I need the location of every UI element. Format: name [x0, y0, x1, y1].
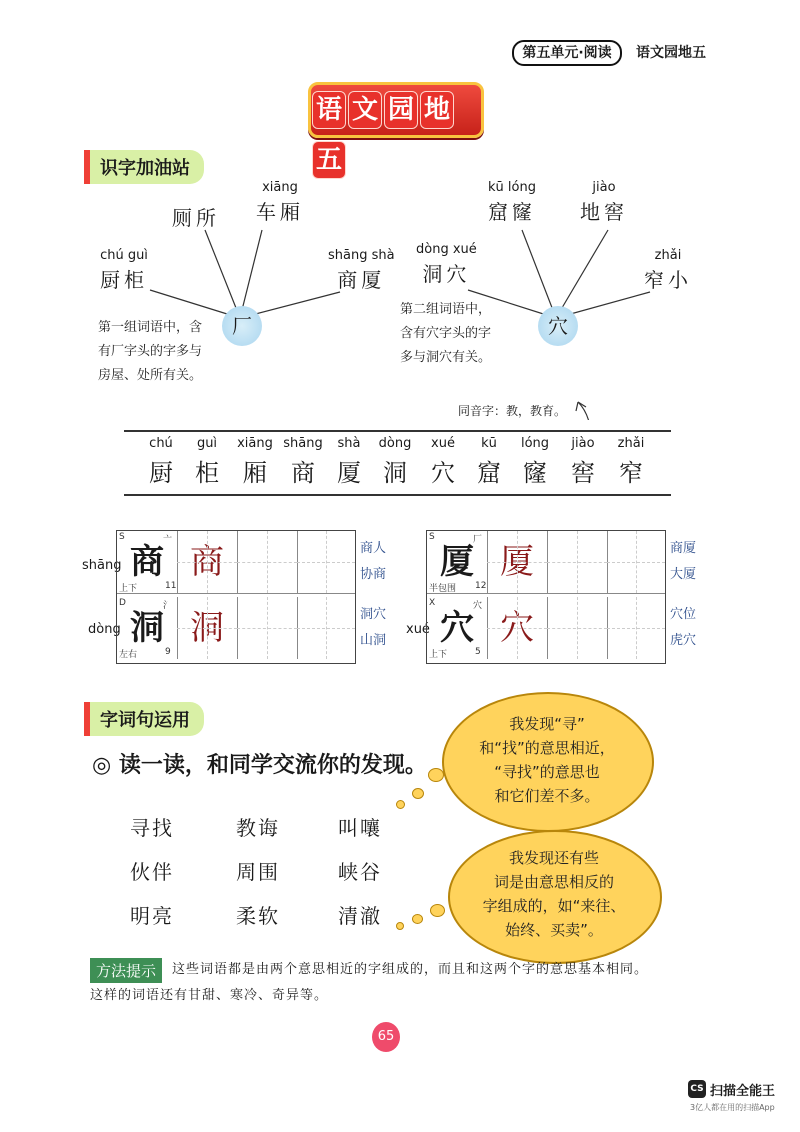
bubble-dot — [412, 788, 424, 799]
section-header: 语文园地五 — [636, 45, 706, 61]
index-letter: S — [119, 532, 125, 542]
grid-pinyin: dòng — [88, 622, 121, 637]
method-tip-text-2: 这样的词语还有甘甜、寒冷、奇异等。 — [90, 988, 329, 1003]
radical: 穴 — [473, 601, 483, 611]
hub-chang: 厂 — [222, 306, 262, 346]
strip-char: jiào 窖 — [571, 436, 595, 487]
word-cell: 柔软 — [236, 904, 280, 928]
model-char: 洞 — [117, 597, 178, 659]
strip-char: guì 柜 — [195, 436, 219, 487]
strip-char: kū 窟 — [477, 436, 501, 487]
word-cell: 清澈 — [338, 904, 382, 928]
exercise-prompt: ◎ 读一读，和同学交流你的发现。 — [92, 753, 427, 778]
character-strip — [124, 430, 671, 496]
writing-grid-right — [426, 530, 666, 664]
blank-cell — [607, 597, 665, 659]
bubble-1-text: 我发现“寻” 和“找”的意思相近， “寻找”的意思也 和它们差不多。 — [479, 715, 615, 805]
word-shangsha: shāng shà 商厦 — [328, 248, 395, 292]
word-chexiang: xiāng 车厢 — [256, 180, 304, 224]
trace-char: 洞 — [177, 597, 238, 659]
bubble-dot — [412, 914, 423, 924]
title-char: 园 — [384, 91, 418, 129]
strip-char: dòng 洞 — [378, 436, 412, 487]
word-cell: 伙伴 — [130, 860, 174, 884]
title-char: 五 — [312, 141, 346, 179]
model-char: 商 — [117, 531, 178, 593]
trace-char: 厦 — [487, 531, 548, 593]
stroke-count: 11 — [165, 581, 177, 591]
word-dongxue: dòng xué 洞穴 — [416, 242, 477, 286]
strip-char: chú 厨 — [149, 436, 173, 487]
method-tip-label: 方法提示 — [90, 958, 162, 983]
blank-cell — [547, 597, 608, 659]
scanner-logo-icon: CS — [688, 1080, 706, 1098]
word-cell: 明亮 — [130, 904, 174, 928]
word-cell: 寻找 — [130, 816, 174, 840]
index-letter: S — [429, 532, 435, 542]
word-chugui: chú guì 厨柜 — [100, 248, 148, 292]
example-words: 穴位 虎穴 — [670, 607, 697, 648]
writing-grid-left — [116, 530, 356, 664]
strip-char: lóng 窿 — [520, 436, 550, 487]
stroke-count: 9 — [165, 647, 171, 657]
blank-cell — [297, 597, 355, 659]
section-label-usage: 字词句运用 — [84, 702, 204, 736]
grid-row — [117, 531, 355, 594]
section-label-literacy: 识字加油站 — [84, 150, 204, 184]
scanner-tagline: 3亿人都在用的扫描App — [690, 1103, 775, 1112]
grid-row — [427, 597, 665, 659]
bubble-dot — [396, 800, 405, 809]
word-dijiao: jiào 地窖 — [580, 180, 628, 224]
unit-chip: 第五单元·阅读 — [512, 40, 622, 66]
bubble-dot — [396, 922, 404, 930]
blank-cell — [237, 597, 298, 659]
example-words: 洞穴 山洞 — [360, 607, 387, 648]
grid-pinyin: shāng — [82, 558, 122, 573]
structure: 半包围 — [429, 584, 457, 594]
structure: 左右 — [119, 650, 138, 660]
word-cell: 叫嚷 — [338, 816, 382, 840]
word-cell: 周围 — [236, 860, 280, 884]
bubble-2-text: 我发现还有些 词是由意思相反的 字组成的，如“来往、 始终、买卖”。 — [482, 849, 626, 939]
radical: 厂 — [473, 535, 483, 545]
stroke-count: 12 — [475, 581, 487, 591]
radical: 氵 — [163, 601, 173, 611]
index-letter: X — [429, 598, 436, 608]
hub-xue: 穴 — [538, 306, 578, 346]
blank-cell — [297, 531, 355, 593]
word-zhaixiao: zhǎi 窄小 — [644, 248, 692, 292]
model-char: 穴 — [427, 597, 488, 659]
grid-row — [117, 597, 355, 659]
group1-note: 第一组词语中，含 有厂字头的字多与 房屋、处所有关。 — [98, 320, 203, 383]
group2-note: 第二组词语中， 含有穴字头的字 多与洞穴有关。 — [400, 302, 492, 365]
stroke-count: 5 — [475, 647, 481, 657]
example-words: 商厦 大厦 — [670, 541, 697, 582]
method-tip-text: 这些词语都是由两个意思相近的字组成的，而且和这两个字的意思基本相同。 — [172, 962, 649, 977]
trace-char: 穴 — [487, 597, 548, 659]
strip-char: shà 厦 — [337, 436, 361, 487]
word-cesuo: 厕所 — [172, 206, 220, 230]
title-char: 文 — [348, 91, 382, 129]
word-cell: 教诲 — [236, 816, 280, 840]
index-letter: D — [119, 598, 126, 608]
blank-cell — [547, 531, 608, 593]
trace-char: 商 — [177, 531, 238, 593]
scanner-app-name: 扫描全能王 — [710, 1084, 776, 1099]
strip-char: xiāng 厢 — [237, 436, 273, 487]
page-number: 65 — [372, 1022, 400, 1052]
blank-cell — [237, 531, 298, 593]
structure: 上下 — [119, 584, 138, 594]
homophone-note: 同音字：教，教育。 — [458, 404, 567, 418]
blank-cell — [607, 531, 665, 593]
example-words: 商人 协商 — [360, 541, 387, 582]
title-char: 语 — [312, 91, 346, 129]
strip-char: shāng 商 — [283, 436, 323, 487]
grid-row — [427, 531, 665, 594]
bubble-dot — [428, 768, 444, 782]
grid-pinyin: xué — [406, 622, 430, 637]
radical: 亠 — [163, 535, 173, 545]
bubble-dot — [430, 904, 445, 917]
word-cell: 峡谷 — [338, 860, 382, 884]
strip-char: xué 穴 — [431, 436, 455, 487]
model-char: 厦 — [427, 531, 488, 593]
title-char: 地 — [420, 91, 454, 129]
strip-char: zhǎi 窄 — [617, 436, 645, 487]
structure: 上下 — [429, 650, 448, 660]
word-kulong: kū lóng 窟窿 — [488, 180, 536, 224]
